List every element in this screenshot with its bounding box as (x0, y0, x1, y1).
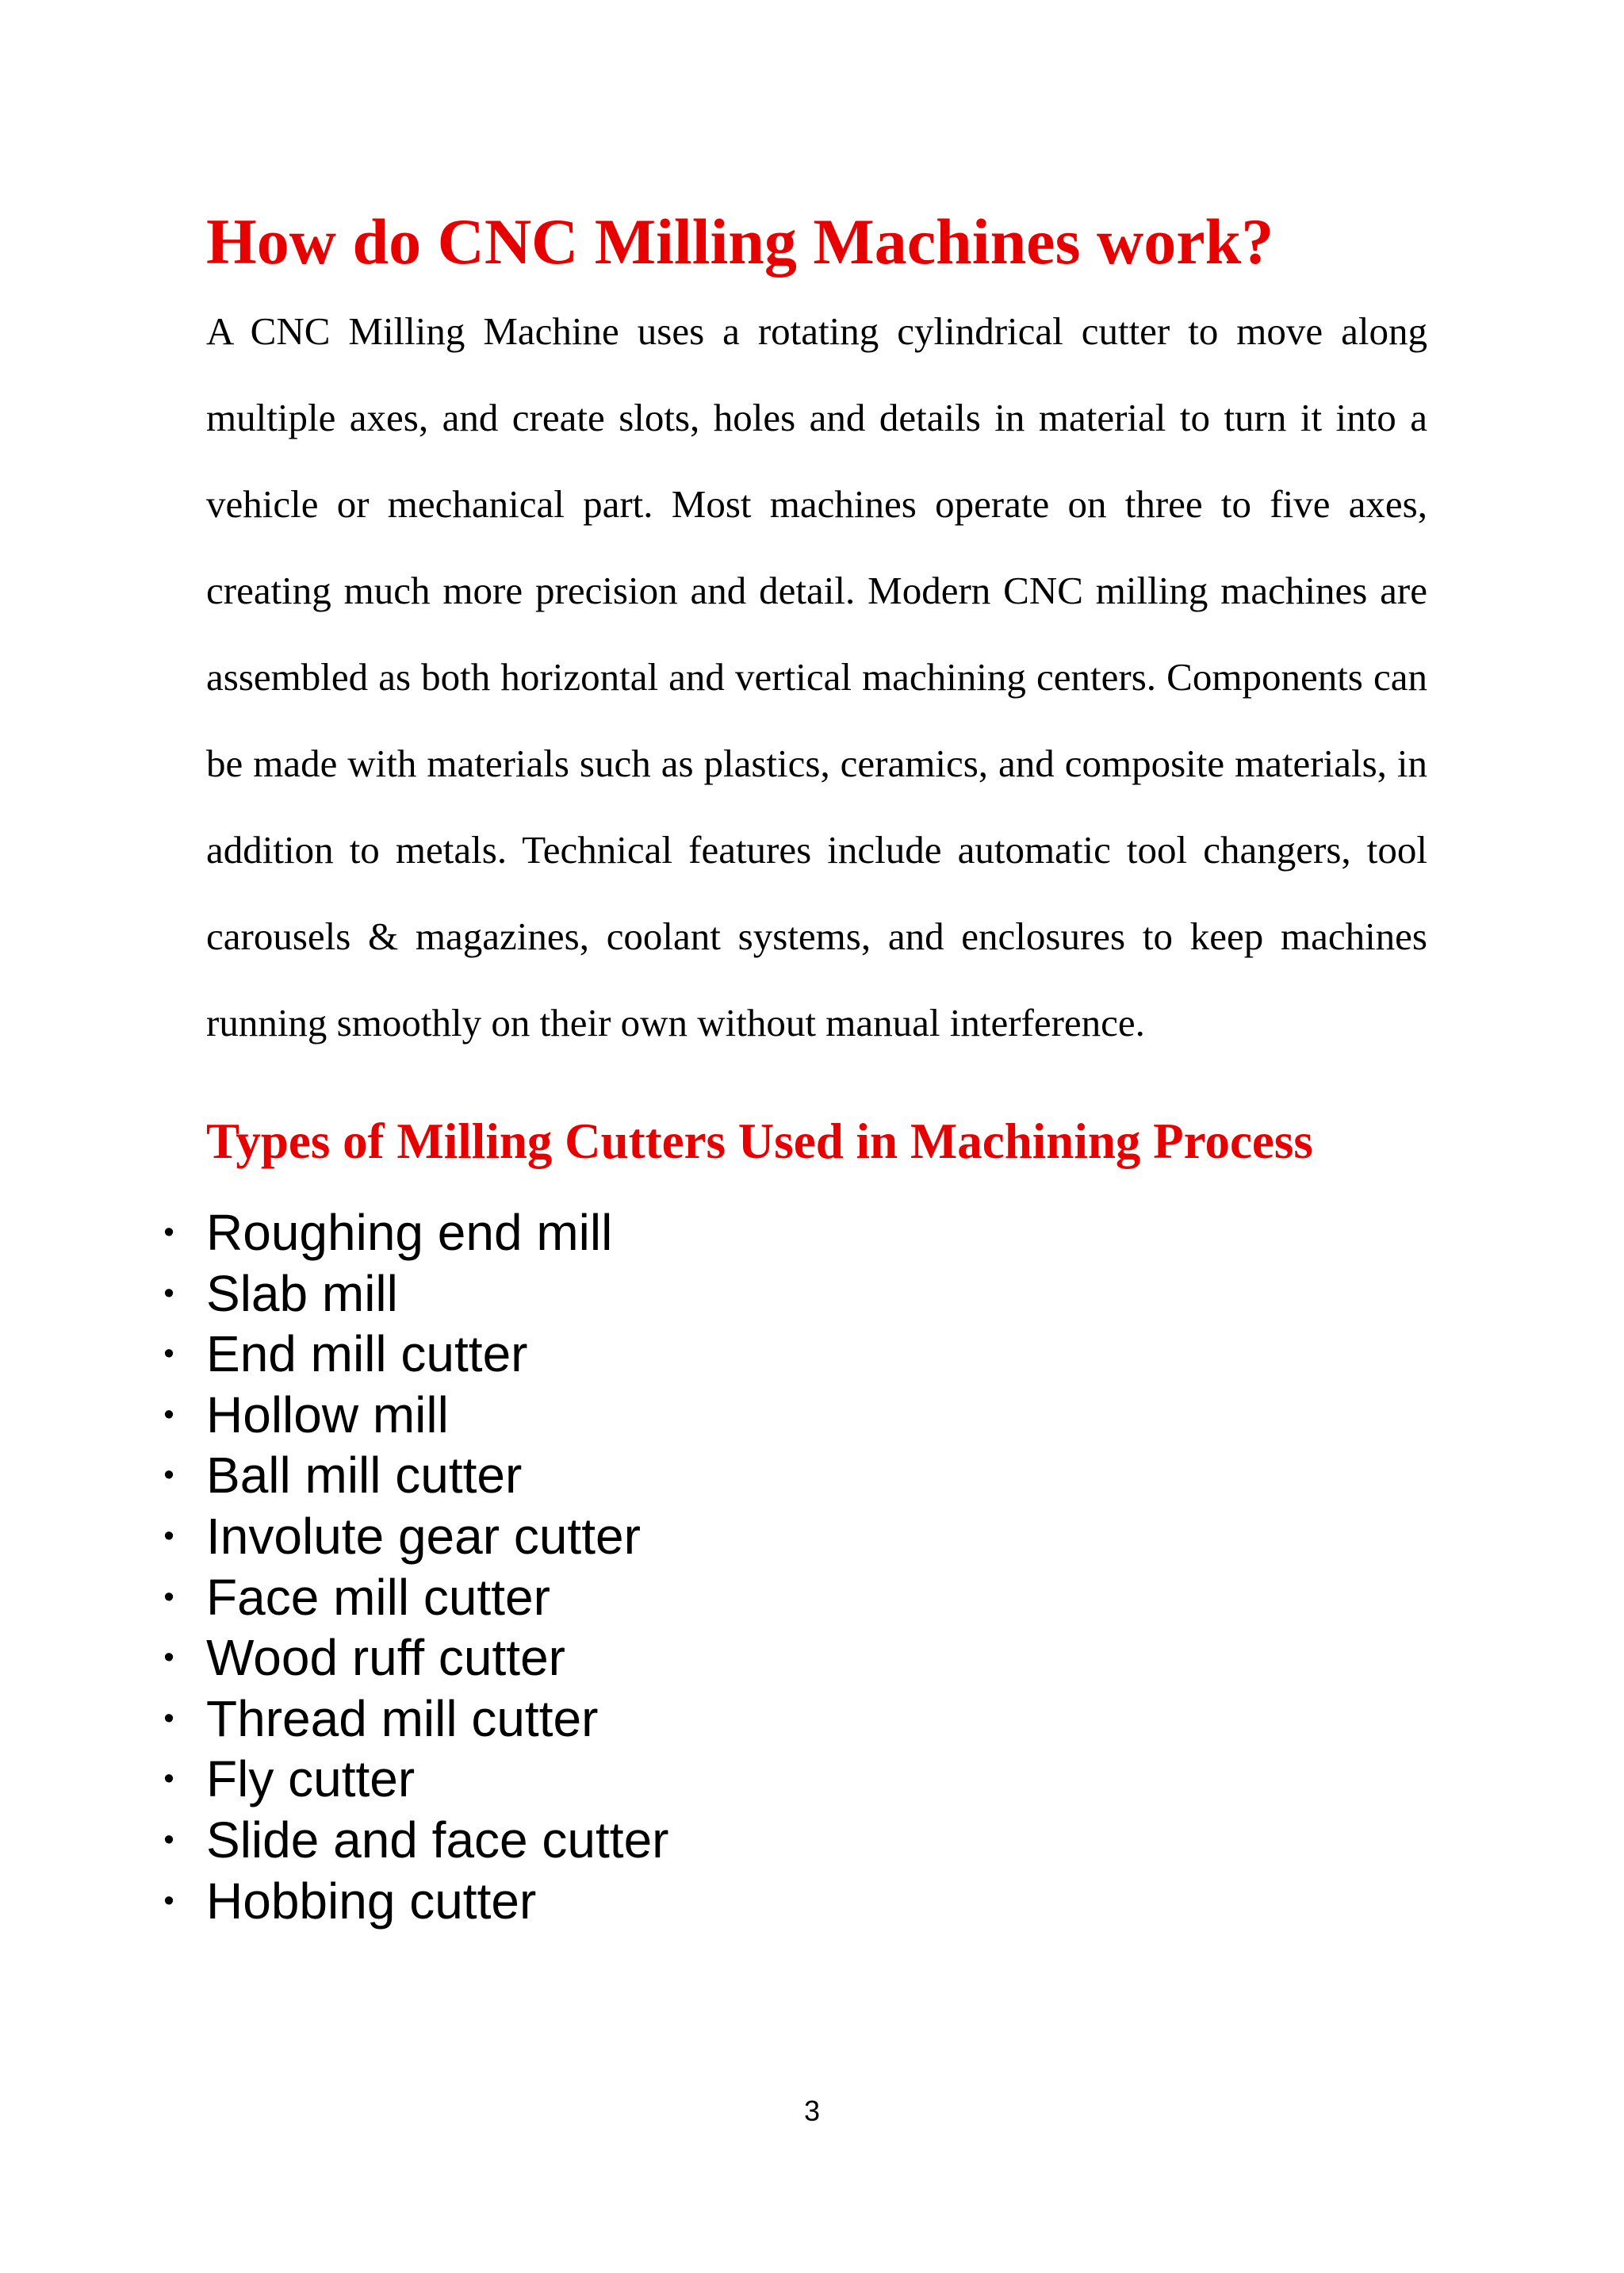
list-item-label: Ball mill cutter (206, 1447, 523, 1504)
list-item-label: Wood ruff cutter (206, 1629, 565, 1687)
bullet-icon: • (163, 1216, 174, 1249)
bullet-icon: • (163, 1884, 174, 1918)
list-item (163, 1263, 1427, 1324)
list-item-label: Hollow mill (206, 1386, 449, 1443)
list-item-label: Slide and face cutter (206, 1811, 669, 1869)
list-item (163, 1688, 1427, 1750)
list-item (163, 1567, 1427, 1628)
list-item (163, 1506, 1427, 1567)
list-item-label: Involute gear cutter (206, 1507, 641, 1565)
list-item-label: Thread mill cutter (206, 1689, 599, 1747)
list-item (163, 1385, 1427, 1446)
bullet-icon: • (163, 1580, 174, 1614)
list-item (163, 1627, 1427, 1688)
list-item-label: Fly cutter (206, 1750, 416, 1808)
list-item (163, 1324, 1427, 1385)
list-item (163, 1810, 1427, 1871)
list-item (163, 1445, 1427, 1506)
list-item-label: Face mill cutter (206, 1568, 550, 1626)
page-number: 3 (803, 2095, 821, 2127)
list-item (163, 1871, 1427, 1932)
bullet-icon: • (163, 1337, 174, 1371)
bullet-icon: • (163, 1519, 174, 1553)
bullet-icon: • (163, 1641, 174, 1675)
bullet-icon: • (163, 1823, 174, 1857)
page-content (163, 202, 1427, 1931)
list-item (163, 1202, 1427, 1263)
bullet-icon: • (163, 1458, 174, 1493)
milling-cutter-list (163, 1202, 1427, 1931)
bullet-icon: • (163, 1701, 174, 1735)
list-item-label: End mill cutter (206, 1325, 528, 1383)
bullet-icon: • (163, 1397, 174, 1432)
list-item (163, 1749, 1427, 1810)
section-heading-milling-cutters: Types of Milling Cutters Used in Machining Process (206, 1114, 1313, 1169)
list-item-label: Hobbing cutter (206, 1872, 537, 1930)
cnc-milling-paragraph: A CNC Milling Machine uses a rotating cylindrical cutter to move along multiple axes, and create slots, holes and details in material to turn it into a vehicle or mechanical part. Most machines operate on three to five axes, creating much more precision and detail. Modern CNC milling machines are assembled as both horizontal and vertical machining centers. Components can be made with materials such as plastics, ceramics, and composite materials, in addition to metals. Technical features include automatic tool changers, tool carousels & magazines, coolant systems, and enclosures to keep machines running smoothly on their own without manual interference. (206, 309, 1427, 1045)
list-item-label: Slab mill (206, 1264, 398, 1322)
list-item-label: Roughing end mill (206, 1204, 613, 1261)
bullet-icon: • (163, 1276, 174, 1310)
bullet-icon: • (163, 1762, 174, 1796)
section-heading-cnc-milling: How do CNC Milling Machines work? (206, 205, 1274, 278)
